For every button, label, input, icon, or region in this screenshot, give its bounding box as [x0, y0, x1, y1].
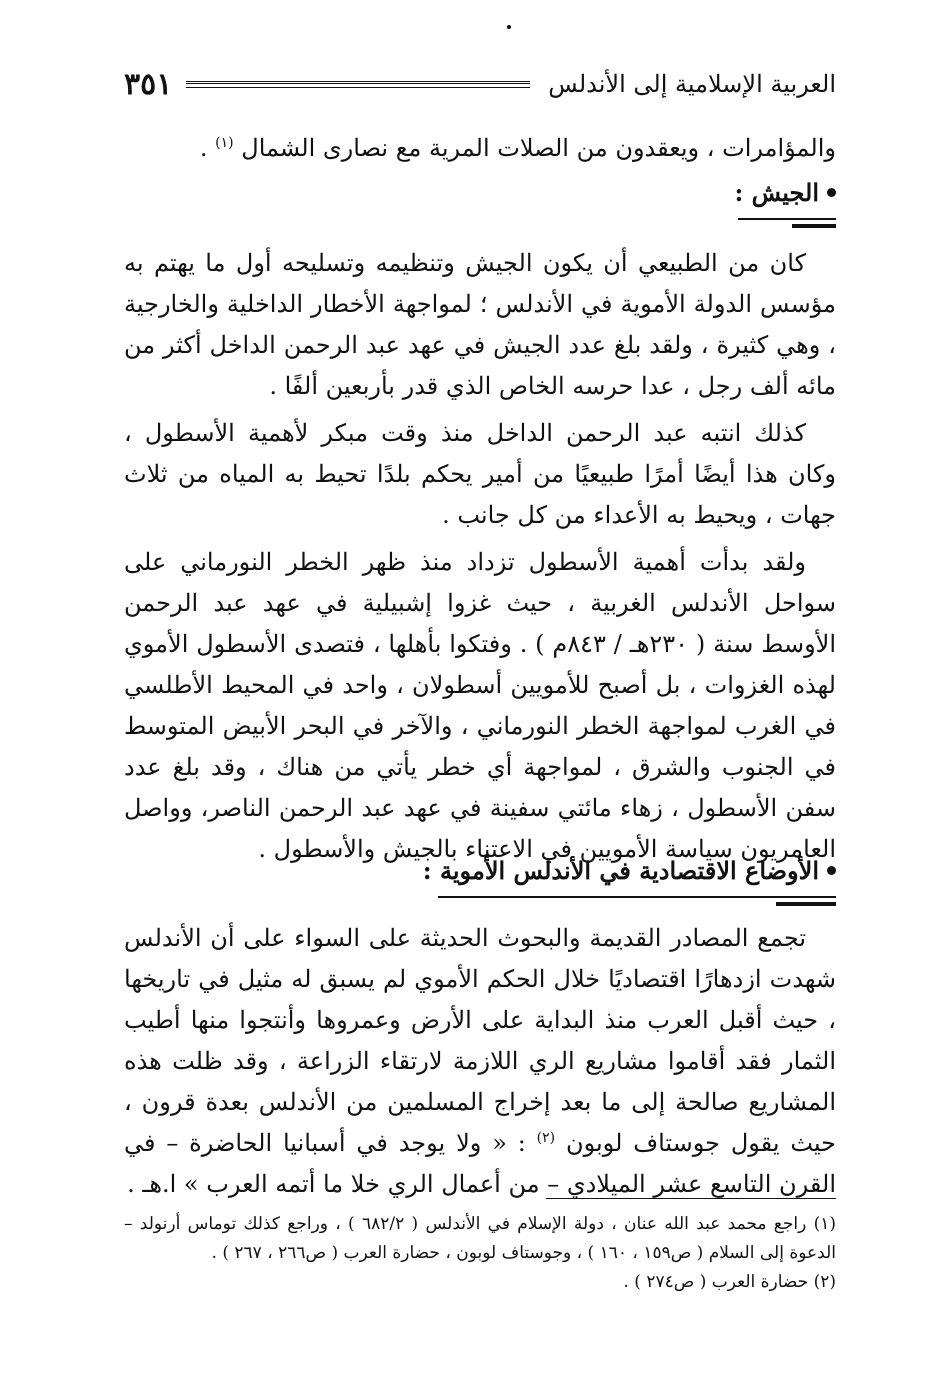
intro-paragraph — [124, 128, 836, 169]
army-paragraph-1: كان من الطبيعي أن يكون الجيش وتنظيمه وتسليحه أول ما يهتم به مؤسس الدولة الأموية في الأندلس ؛ لمواجهة الأخطار الداخلية والخارجية ، وهي كثيرة ، ولقد بلغ عدد الجيش في عهد عبد الرحمن الداخل أكثر من مائه ألف رجل ، عدا حرسه الخاص الذي قدر بأربعين ألفًا . — [124, 249, 836, 400]
heading-army-text: الجيش : — [734, 178, 819, 207]
footnote-1: (١) راجع محمد عبد الله عنان ، دولة الإسلام في الأندلس ( ٦٨٢/٢ ) ، وراجع كذلك توماس أرنولد – الدعوة إلى السلام ( ص١٥٩ ، ١٦٠ ) ، وجوستاف لوبون ، حضارة العرب ( ص٢٦٦ ، ٢٦٧ ) . — [124, 1214, 836, 1263]
page-mark — [505, 22, 513, 30]
page-number: ٣٥١ — [124, 66, 173, 102]
heading-economy — [423, 856, 836, 885]
heading-bullet — [827, 188, 836, 197]
army-paragraph-2: كذلك انتبه عبد الرحمن الداخل منذ وقت مبكر لأهمية الأسطول ، وكان هذا أيضًا أمرًا طبيعيًا من أمير يحكم بلدًا تحيط به المياه من ثلاث جهات ، ويحيط به الأعداء من كل جانب . — [124, 419, 836, 529]
economy-text-b: : « ولا يوجد في أسبانيا الحاضرة – في القرن التاسع عشر الميلادي – من أعمال الري خلا ما أتمه العرب » ا.هـ . — [124, 1129, 836, 1198]
header-rule — [186, 81, 530, 88]
economy-section — [124, 918, 836, 1205]
heading-army — [734, 178, 836, 207]
heading-army-underline — [738, 218, 836, 226]
heading-economy-underline — [438, 896, 836, 904]
intro-end: . — [199, 134, 216, 162]
footnote-ref-1: (١) — [215, 135, 234, 151]
economy-paragraph-1 — [124, 918, 836, 1205]
footnotes — [124, 1210, 836, 1297]
running-header — [124, 62, 836, 106]
heading-bullet — [827, 866, 836, 875]
army-paragraph-3: ولقد بدأت أهمية الأسطول تزداد منذ ظهر الخطر النورماني على سواحل الأندلس الغربية ، حيث غزوا إشبيلية في عهد عبد الرحمن الأوسط سنة ( ٢٣٠هـ / ٨٤٣م ) . وفتكوا بأهلها ، فتصدى الأسطول الأموي لهذه الغزوات ، بل أصبح للأمويين أسطولان ، واحد في المحيط الأطلسي في الغرب لمواجهة الخطر النورماني ، والآخر في البحر الأبيض المتوسط في الجنوب والشرق ، لمواجهة أي خطر يأتي من هناك ، وقد بلغ عدد سفن الأسطول ، زهاء مائتي سفينة في عهد عبد الرحمن الناصر، وواصل العامريون سياسة الأمويين في الاعتناء بالجيش والأسطول . — [124, 548, 837, 863]
intro-text: والمؤامرات ، ويعقدون من الصلات المرية مع نصارى الشمال — [241, 134, 836, 162]
heading-economy-text: الأوضاع الاقتصادية في الأندلس الأموية : — [422, 856, 819, 885]
footnote-ref-2: (٢) — [536, 1130, 556, 1146]
footnote-2: (٢) حضارة العرب ( ص٢٧٤ ) . — [623, 1272, 836, 1292]
running-title: العربية الإسلامية إلى الأندلس — [548, 70, 836, 98]
footnote-separator — [546, 1198, 836, 1199]
army-section — [124, 243, 836, 870]
economy-text-a: تجمع المصادر القديمة والبحوث الحديثة على السواء على أن الأندلس شهدت ازدهارًا اقتصاديًا خلال الحكم الأموي لم يسبق له مثيل في تاريخها ، حيث أقبل العرب منذ البداية على الأرض وعمروها وأنتجوا منها أطيب الثمار فقد أقاموا مشاريع الري اللازمة لارتقاء الزراعة ، وقد ظلت هذه المشاريع صالحة إلى ما بعد إخراج المسلمين من الأندلس بعدة قرون ، حيث يقول جوستاف لوبون — [124, 924, 836, 1157]
